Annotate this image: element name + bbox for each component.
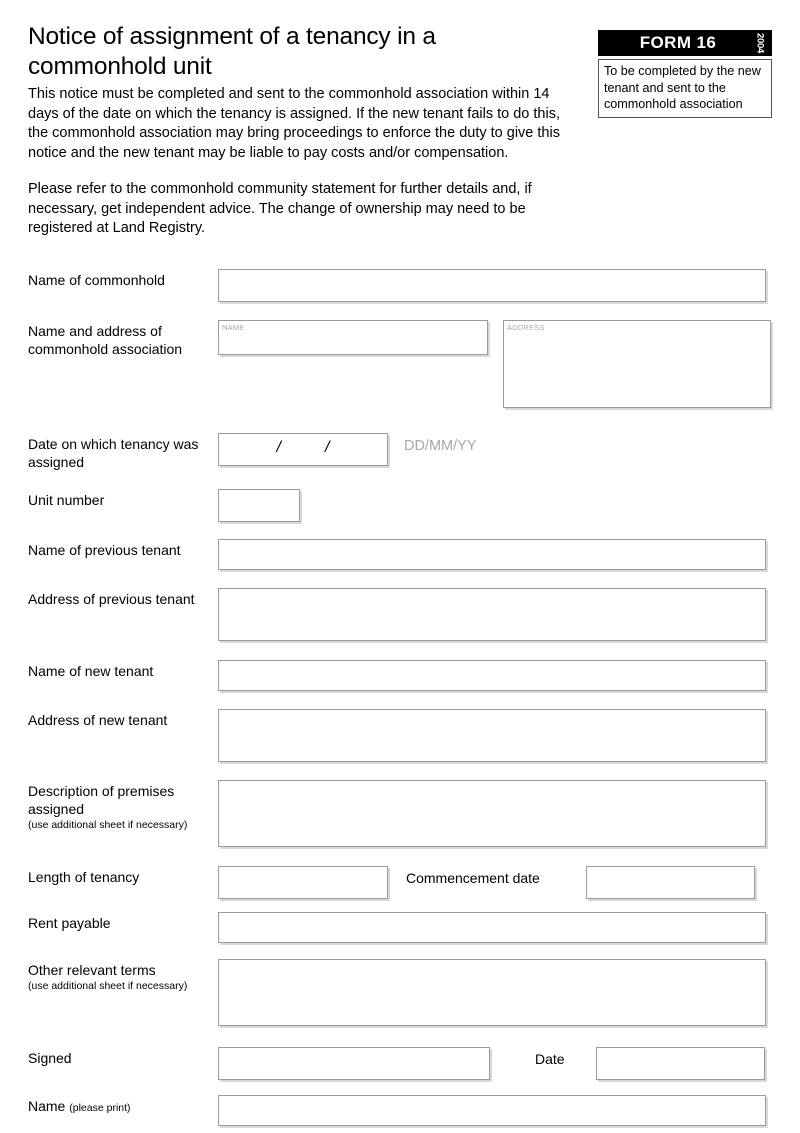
date-separator-2: / [325,439,330,456]
field-row-signed-and-date [28,1047,770,1080]
field-row-other-terms [28,959,770,1026]
field-label-text: Name [28,1097,66,1114]
field-row-new-tenant-address [28,709,770,762]
commencement-date-input[interactable] [586,866,755,899]
date-separators [277,439,330,457]
field-label [28,959,218,993]
signed-date-input[interactable] [596,1047,765,1080]
field-row-previous-tenant-name [28,539,770,570]
previous-tenant-name-input[interactable] [218,539,766,570]
field-row-previous-tenant-address [28,588,770,641]
field-label: Address of previous tenant [28,590,195,607]
intro-paragraph-1: This notice must be completed and sent to the commonhold association within 14 days of the date on which the tenancy is assigned. If the new tenant fails to do this, the commonhold association may bring proceedings to enforce the duty to give this notice and the new tenant may be liable to pay costs and/or compensation. [28,86,560,161]
field-label-note: (use additional sheet if necessary) [28,818,188,831]
name-print-input[interactable] [218,1095,766,1126]
signed-date-label: Date [535,1050,565,1067]
form-year-label: 2004 [754,33,766,53]
form-number-label: FORM 16 [639,33,717,52]
intro-paragraph-2: Please refer to the commonhold community statement for further details and, if necessary, get independent advice. The change of ownership may need to be registered at Land Registry. [28,181,532,236]
form-badge-block [598,30,772,118]
association-address-input[interactable] [503,320,771,408]
field-row-new-tenant-name [28,660,770,691]
field-label: Unit number [28,491,105,508]
signed-input[interactable] [218,1047,490,1080]
field-row-name-print [28,1095,770,1126]
field-label: Name and address of commonhold association [28,322,183,357]
date-separator-1: / [276,439,281,456]
field-label: Signed [28,1049,72,1066]
field-label-text: Other relevant terms [28,961,156,978]
form-number-badge [598,30,772,56]
field-label-note: (please print) [69,1101,131,1114]
field-label: Address of new tenant [28,711,168,728]
field-label-text: Description of premises assigned [28,782,175,817]
field-label: Name of commonhold [28,271,165,288]
field-label [28,1095,218,1117]
field-row-date-assigned [28,433,770,471]
field-label-note: (use additional sheet if necessary) [28,979,188,992]
association-address-placeholder: ADDRESS [507,322,545,332]
previous-tenant-address-input[interactable] [218,588,766,641]
field-label [28,780,218,832]
rent-payable-input[interactable] [218,912,766,943]
date-format-hint: DD/MM/YY [404,437,477,454]
field-label: Date on which tenancy was assigned [28,435,199,470]
form-header [28,22,770,239]
length-of-tenancy-input[interactable] [218,866,388,899]
new-tenant-address-input[interactable] [218,709,766,762]
field-row-length-and-commencement [28,866,770,899]
form-fields [28,269,770,1126]
association-name-placeholder: NAME [222,322,245,332]
commencement-date-label: Commencement date [406,869,540,886]
premises-description-input[interactable] [218,780,766,847]
field-row-unit-number [28,489,770,522]
new-tenant-name-input[interactable] [218,660,766,691]
field-label: Name of new tenant [28,662,154,679]
field-row-name-of-commonhold [28,269,770,302]
field-label: Name of previous tenant [28,541,181,558]
name-of-commonhold-input[interactable] [218,269,766,302]
form-instruction-note: To be completed by the new tenant and sent to the commonhold association [598,59,772,118]
field-row-rent-payable [28,912,770,943]
field-label: Rent payable [28,914,111,931]
other-terms-input[interactable] [218,959,766,1026]
unit-number-input[interactable] [218,489,300,522]
association-name-input[interactable] [218,320,488,355]
date-assigned-input[interactable] [218,433,388,466]
field-row-association-name-address [28,320,770,408]
field-label: Length of tenancy [28,868,140,885]
page-title: Notice of assignment of a tenancy in a commonhold unit [28,23,436,80]
field-row-premises-description [28,780,770,847]
